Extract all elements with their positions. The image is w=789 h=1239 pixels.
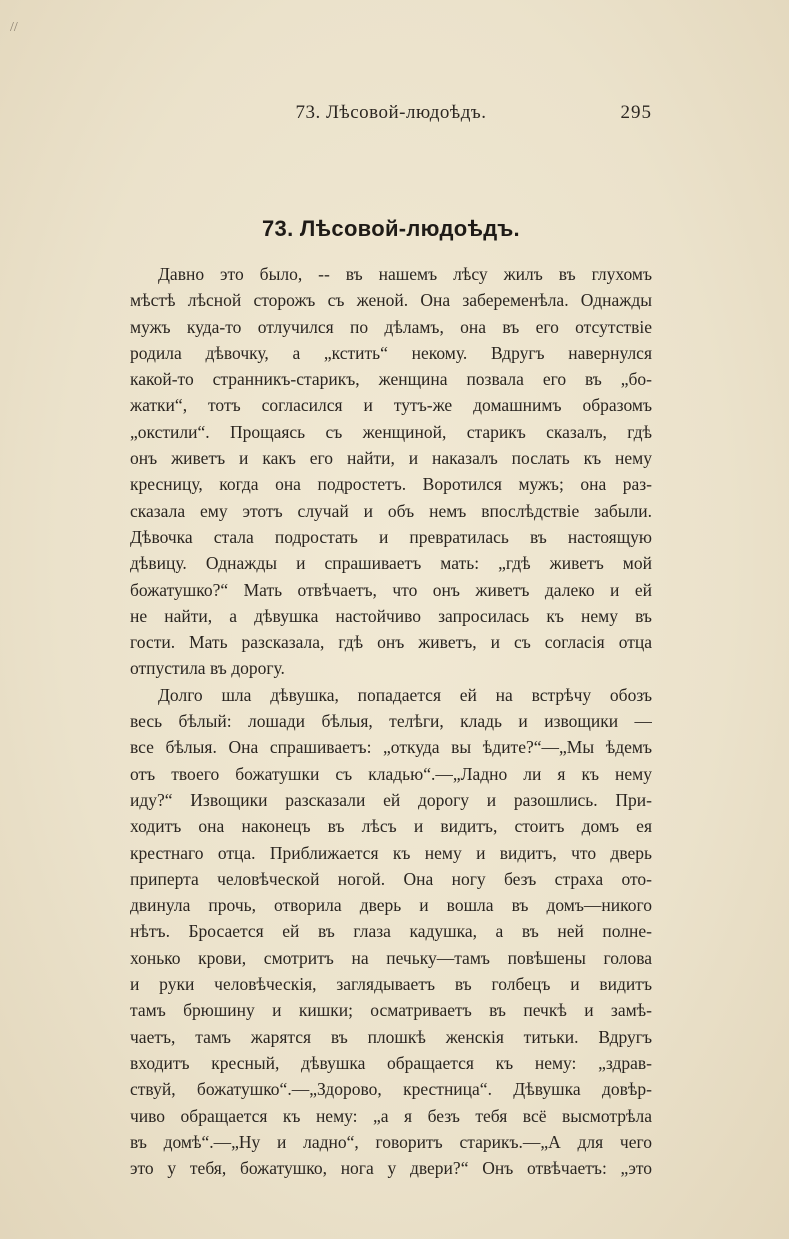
text-line: иду?“ Извощики разсказали ей дорогу и разошлись. При- (130, 789, 652, 810)
text-line: какой-то странникъ-старикъ, женщина позвала его въ „бо- (130, 369, 652, 390)
body-text (130, 261, 652, 1181)
text-line: божатушко?“ Мать отвѣчаетъ, что онъ живетъ далеко и ей (130, 579, 652, 600)
text-line: родила дѣвочку, а „кстить“ некому. Вдругъ навернулся (130, 342, 652, 363)
text-line: сказала ему этотъ случай и объ немъ впослѣдствіе забыли. (130, 500, 652, 521)
chapter-title: 73. Лѣсовой-людоѣдъ. (262, 216, 520, 241)
text-line: чаетъ, тамъ жарятся въ плошкѣ женскія титьки. Вдругъ (130, 1026, 652, 1047)
text-line: двинула прочь, отворила дверь и вошла въ домъ—никого (130, 895, 652, 916)
text-line: все бѣлыя. Она спрашиваетъ: „откуда вы ѣдите?“—„Мы ѣдемъ (130, 737, 652, 758)
text-line: ходитъ она наконецъ въ лѣсъ и видитъ, стоитъ домъ ея (130, 816, 652, 837)
text-line: отпустила въ дорогу. (130, 658, 285, 679)
text-line: онъ живетъ и какъ его найти, и наказалъ послать къ нему (130, 448, 652, 469)
text-line: Давно это было, -- въ нашемъ лѣсу жилъ въ глухомъ (158, 264, 652, 284)
text-line: это у тебя, божатушко, нога у двери?“ Онъ отвѣчаетъ: „это (130, 1158, 652, 1179)
corner-mark: // (10, 20, 18, 35)
text-line: Долго шла дѣвушка, попадается ей на встрѣчу обозъ (158, 684, 652, 705)
text-line: входитъ кресный, дѣвушка обращается къ нему: „здрав- (130, 1052, 652, 1073)
text-line: и руки человѣческія, заглядываетъ въ голбецъ и видитъ (130, 974, 652, 995)
text-line: нѣтъ. Бросается ей въ глаза кадушка, а въ ней полне- (130, 921, 652, 942)
text-line: хонько крови, смотритъ на печьку—тамъ повѣшены голова (130, 947, 652, 968)
page-number: 295 (620, 102, 652, 123)
text-line: тамъ брюшину и кишки; осматриваетъ въ печкѣ и замѣ- (130, 1000, 652, 1021)
text-line: жатки“, тотъ согласился и тутъ-же домашнимъ образомъ (130, 395, 652, 416)
text-line: чиво обращается къ нему: „а я безъ тебя всё высмотрѣла (130, 1105, 652, 1126)
running-title: 73. Лѣсовой-людоѣдъ. (295, 102, 487, 123)
text-line: „окстили“. Прощаясь съ женщиной, старикъ сказалъ, гдѣ (130, 421, 652, 442)
text-line: не найти, а дѣвушка настойчиво запросилась къ нему въ (130, 605, 652, 626)
text-line: отъ твоего божатушки съ кладью“.—„Ладно ли я къ нему (130, 763, 652, 784)
text-line: дѣвицу. Однажды и спрашиваетъ мать: „гдѣ живетъ мой (130, 553, 652, 574)
text-line: Дѣвочка стала подростать и превратилась въ настоящую (130, 526, 652, 547)
text-line: приперта человѣческой ногой. Она ногу безъ страха ото- (130, 868, 652, 889)
running-header (130, 102, 652, 132)
text-line: ствуй, божатушко“.—„Здорово, крестница“. Дѣвушка довѣр- (130, 1079, 652, 1100)
text-line: весь бѣлый: лошади бѣлыя, телѣги, кладь и извощики — (130, 711, 652, 732)
text-line: въ домѣ“.—„Ну и ладно“, говоритъ старикъ.—„А для чего (130, 1131, 652, 1152)
text-line: кресницу, когда она подростетъ. Воротился мужъ; она раз- (130, 474, 652, 495)
text-line: мужъ куда-то отлучился по дѣламъ, она въ его отсутствіе (130, 316, 652, 337)
text-line: гости. Мать разсказала, гдѣ онъ живетъ, и съ согласія отца (130, 632, 652, 653)
text-line: мѣстѣ лѣсной сторожъ съ женой. Она забеременѣла. Однажды (130, 290, 652, 311)
text-line: крестнаго отца. Приближается къ нему и видитъ, что дверь (130, 842, 652, 863)
